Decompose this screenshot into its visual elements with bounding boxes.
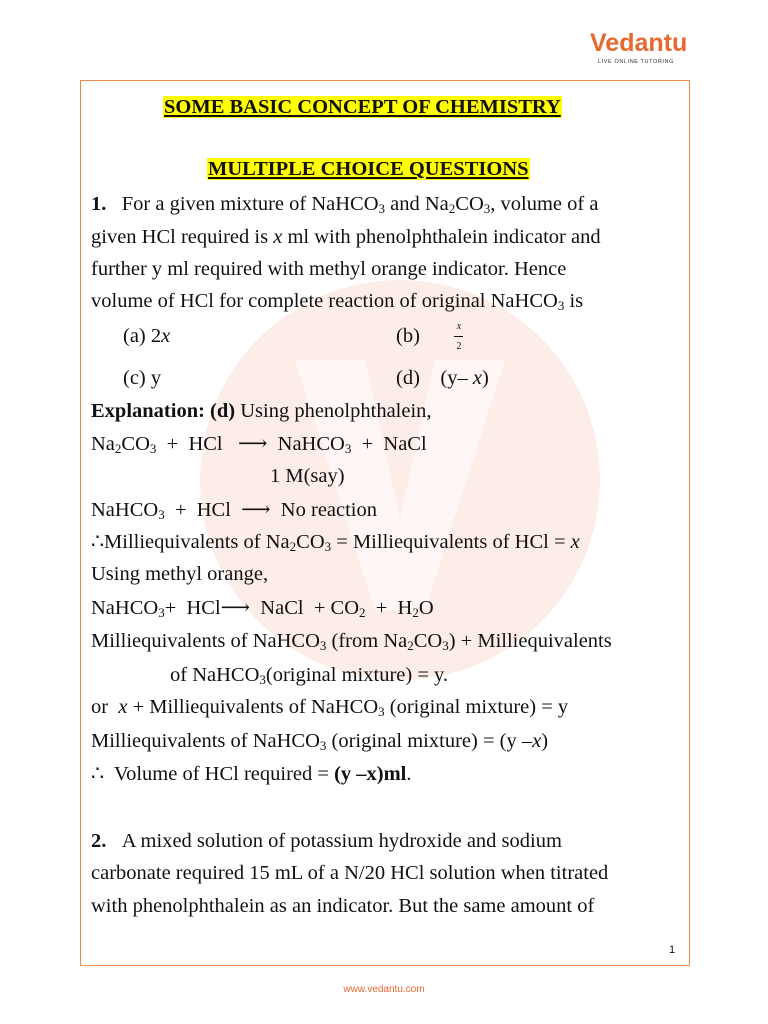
explanation-line-3: Milliequivalents of NaHCO$_3$ (from $Na_2CO_3$) + Milliequivalents [91, 630, 612, 653]
explanation-line-4: of NaHCO$_3$(original mixture) = y. [170, 664, 449, 687]
page-title: SOME BASIC CONCEPT OF CHEMISTRY [164, 96, 561, 118]
vedantu-logo [590, 28, 700, 74]
reaction-3: NaHCO$_3$+ HCl⟶ NaCl + $CO_2 + H_2O$ [91, 597, 434, 620]
explanation-line-2: Using methyl orange, [91, 563, 269, 585]
logo-tagline: LIVE ONLINE TUTORING [598, 59, 674, 65]
q1-option-c: (c) y [123, 367, 162, 389]
q1-number: 1. [91, 193, 107, 215]
explanation-line-6: Milliequivalents of NaHCO$_3$ (original mixture) = (y –x) [91, 730, 549, 753]
footer-url[interactable]: www.vedantu.com [343, 984, 425, 995]
q1-line-1: 1. For a given mixture of NaHCO$_3$ and $Na_2CO_3$, volume of a [91, 193, 599, 216]
q2-number: 2. [91, 830, 107, 852]
q1-option-d: (d) (y– x) [396, 367, 489, 389]
q1-option-b-denominator: 2 [456, 341, 462, 352]
q1-option-b: (b) [396, 325, 420, 347]
reaction-1: $Na_2CO_3$ + HCl ⟶ NaHCO$_3$ + NaCl [91, 433, 427, 456]
explanation-line-1: ∴Milliequivalents of $Na_2CO_3$ = Milliequivalents of HCl = x [91, 531, 580, 554]
q2-line-1: 2. A mixed solution of potassium hydroxide and sodium [91, 830, 562, 852]
logo-wordmark: Vedantu [590, 29, 688, 57]
q1-line-4: volume of HCl for complete reaction of original NaHCO$_3$ is [91, 290, 584, 313]
q1-line-2: given HCl required is x ml with phenolphthalein indicator and [91, 226, 601, 248]
q1-result: ∴ Volume of HCl required = (y –x)ml. [91, 763, 412, 785]
q1-explanation: Explanation: (d) Using phenolphthalein, [91, 400, 432, 422]
page-number: 1 [669, 944, 676, 956]
reaction-2: NaHCO$_3$ + HCl ⟶ No reaction [91, 499, 378, 522]
reaction-1-note: 1 M(say) [270, 465, 345, 487]
q1-option-a: (a) 2x [123, 325, 171, 347]
q2-line-2: carbonate required 15 mL of a N/20 HCl solution when titrated [91, 862, 609, 884]
q1-option-b-numerator: x [456, 321, 462, 332]
q1-option-b-fraction-bar [454, 336, 463, 337]
q2-line-3: with phenolphthalein as an indicator. But the same amount of [91, 895, 595, 917]
section-title: MULTIPLE CHOICE QUESTIONS [208, 158, 529, 180]
explanation-line-5: or x + Milliequivalents of NaHCO$_3$ (original mixture) = y [91, 696, 569, 719]
q1-line-3: further y ml required with methyl orange indicator. Hence [91, 258, 567, 280]
